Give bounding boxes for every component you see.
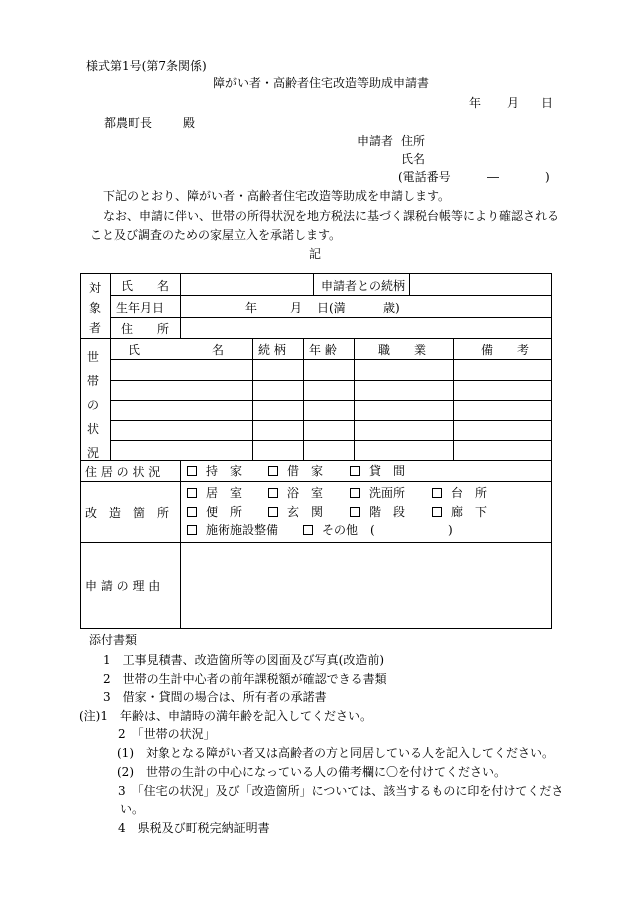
checkbox-icon[interactable]: [268, 507, 278, 517]
remodel-option-other[interactable]: その他 (: [303, 523, 375, 537]
household-col-relation: 続 柄: [258, 343, 286, 357]
reason-input[interactable]: [182, 544, 550, 627]
attachment-3: 3 借家・貸間の場合は、所有者の承諾書: [103, 690, 327, 704]
applicant-label: 申請者: [357, 134, 394, 148]
checkbox-icon[interactable]: [303, 525, 313, 535]
checkbox-icon[interactable]: [268, 488, 278, 498]
form-number: 様式第1号(第7条関係): [86, 59, 207, 73]
household-col-job: 職 業: [378, 343, 427, 357]
remodel-label: 改 造 箇 所: [85, 505, 170, 520]
checkbox-icon[interactable]: [187, 466, 197, 476]
attachment-1: 1 工事見積書、改造箇所等の図面及び写真(改造前): [103, 653, 385, 667]
checkbox-icon[interactable]: [432, 488, 442, 498]
remodel-option-facility[interactable]: 施術施設整備: [187, 523, 278, 537]
applicant-name-label: 氏名: [401, 152, 426, 166]
residence-option-rent-house[interactable]: 借 家: [268, 464, 323, 478]
note-2: 2 「世帯の状況」: [118, 727, 216, 741]
remodel-option-entrance[interactable]: 玄 関: [268, 505, 323, 519]
subject-name-label: 氏 名: [121, 278, 170, 293]
reason-label: 申 請 の 理 由: [85, 579, 161, 593]
checkbox-icon[interactable]: [187, 488, 197, 498]
attachment-2: 2 世帯の生計中心者の前年課税額が確認できる書類: [103, 672, 387, 686]
page-title: 障がい者・高齢者住宅改造等助成申請書: [213, 76, 430, 90]
remodel-option-bathroom[interactable]: 浴 室: [268, 486, 323, 500]
household-col-note: 備 考: [481, 343, 530, 357]
phone-close: ): [545, 170, 550, 184]
remodel-option-washroom[interactable]: 洗面所: [350, 486, 405, 500]
remodel-option-toilet[interactable]: 便 所: [187, 505, 242, 519]
household-col-name: 氏 名: [128, 343, 225, 357]
addressee: 都農町長: [104, 116, 153, 130]
checkbox-icon[interactable]: [350, 466, 360, 476]
residence-option-rent-room[interactable]: 貸 間: [350, 464, 405, 478]
note-3-continued: い。: [120, 802, 145, 816]
remodel-option-living-room[interactable]: 居 室: [187, 486, 242, 500]
phone-label: (電話番号: [398, 170, 451, 184]
intro-line-3: こと及び調査のための家屋立入を承諾します。: [90, 228, 342, 242]
checkbox-icon[interactable]: [187, 525, 197, 535]
residence-label: 住 居 の 状 況: [85, 464, 161, 479]
household-label: 世 帯 の 状 況: [86, 350, 99, 460]
birth-month-label: 月: [290, 300, 303, 315]
note-4: 4 県税及び町税完納証明書: [118, 821, 270, 835]
phone-dash: ―: [487, 170, 499, 184]
subject-label: 対 象 者: [88, 281, 101, 335]
birth-day-label: 日(満: [317, 300, 346, 315]
intro-line-2: なお、申請に伴い、世帯の所得状況を地方税法に基づく課税台帳等により確認される: [103, 209, 560, 223]
date-day-label: 日: [541, 96, 554, 110]
checkbox-icon[interactable]: [350, 488, 360, 498]
remodel-option-hallway[interactable]: 廊 下: [432, 505, 487, 519]
birth-age-label: 歳): [383, 300, 400, 315]
intro-line-1: 下記のとおり、障がい者・高齢者住宅改造等助成を申請します。: [103, 189, 451, 203]
checkbox-icon[interactable]: [350, 507, 360, 517]
remodel-other-close: ): [448, 523, 453, 537]
note-1: (注)1 年齢は、申請時の満年齢を記入してください。: [79, 709, 373, 723]
date-year-label: 年: [469, 96, 482, 110]
birth-label: 生年月日: [116, 300, 165, 315]
date-month-label: 月: [507, 96, 520, 110]
subject-address-label: 住 所: [121, 321, 170, 336]
checkbox-icon[interactable]: [432, 507, 442, 517]
note-3: 3 「住宅の状況」及び「改造箇所」については、該当するものに印を付けてくださ: [118, 784, 564, 798]
note-2-2: (2) 世帯の生計の中心になっている人の備考欄に〇を付けてください。: [117, 765, 507, 779]
attachments-title: 添付書類: [89, 633, 138, 647]
remodel-option-stairs[interactable]: 階 段: [350, 505, 405, 519]
note-2-1: (1) 対象となる障がい者又は高齢者の方と同居している人を記入してください。: [117, 746, 555, 760]
ki-label: 記: [309, 247, 322, 261]
remodel-option-kitchen[interactable]: 台 所: [432, 486, 487, 500]
relation-label: 申請者との続柄: [321, 278, 406, 293]
checkbox-icon[interactable]: [268, 466, 278, 476]
household-col-age: 年 齢: [309, 343, 337, 357]
checkbox-icon[interactable]: [187, 507, 197, 517]
birth-year-label: 年: [245, 300, 258, 315]
residence-option-own[interactable]: 持 家: [187, 464, 242, 478]
honorific: 殿: [183, 116, 196, 130]
applicant-address-label: 住所: [401, 134, 426, 148]
